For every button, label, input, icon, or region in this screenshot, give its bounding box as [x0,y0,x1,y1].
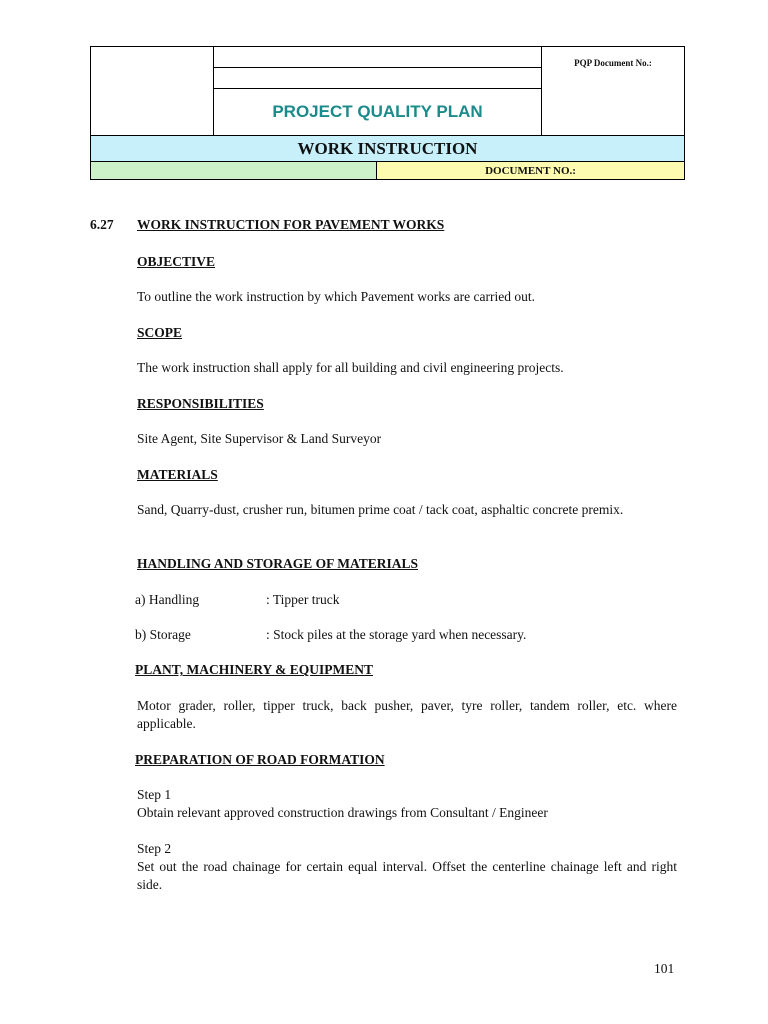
step-1-label: Step 1 [137,787,172,802]
materials-text: Sand, Quarry-dust, crusher run, bitumen prime coat / tack coat, asphaltic concrete premix. [137,502,624,517]
responsibilities-heading: RESPONSIBILITIES [137,396,264,411]
scope-text: The work instruction shall apply for all building and civil engineering projects. [137,360,564,375]
scope-heading: SCOPE [137,325,183,340]
document-number-band: DOCUMENT NO.: [377,162,684,179]
road-formation-heading: PREPARATION OF ROAD FORMATION [135,752,385,767]
handling-value: : Tipper truck [266,592,340,607]
storage-value: : Stock piles at the storage yard when necessary. [266,627,527,642]
step-1-text: Obtain relevant approved construction drawings from Consultant / Engineer [137,805,548,820]
logo-cell [91,47,214,136]
objective-heading: OBJECTIVE [137,254,216,269]
work-instruction-band: WORK INSTRUCTION [91,136,684,162]
header-blank-cell-2 [214,68,542,89]
section-number: 6.27 [90,217,114,232]
document-header-table [90,46,685,180]
plant-machinery-text: Motor grader, roller, tipper truck, back pusher, paver, tyre roller, tandem roller, etc. where applicable. [137,698,677,731]
handling-storage-heading: HANDLING AND STORAGE OF MATERIALS [137,556,419,571]
responsibilities-text: Site Agent, Site Supervisor & Land Surveyor [137,431,382,446]
project-quality-plan-title: PROJECT QUALITY PLAN [214,89,542,136]
materials-heading: MATERIALS [137,467,218,482]
pqp-document-number-label: PQP Document No.: [542,47,684,136]
objective-text: To outline the work instruction by which Pavement works are carried out. [137,289,535,304]
step-2-text: Set out the road chainage for certain equal interval. Offset the centerline chainage left and right side. [137,859,677,892]
section-title: WORK INSTRUCTION FOR PAVEMENT WORKS [137,217,445,232]
plant-machinery-heading: PLANT, MACHINERY & EQUIPMENT [135,662,374,677]
step-2-label: Step 2 [137,841,172,856]
storage-label: b) Storage [135,627,191,642]
green-band [91,162,377,179]
handling-label: a) Handling [135,592,200,607]
header-blank-cell-1 [214,47,542,68]
page-number: 101 [654,961,675,976]
